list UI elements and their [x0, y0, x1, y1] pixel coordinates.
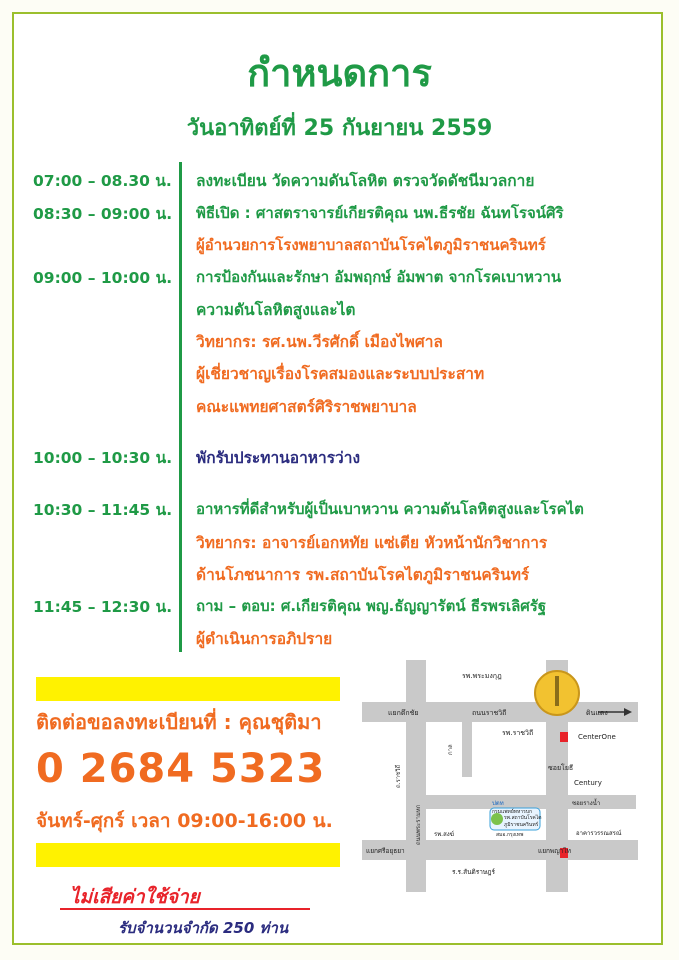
map-label: ปตท [492, 800, 504, 807]
road-soi-yothi [426, 795, 636, 809]
map-label: แยกตึกชัย [388, 709, 419, 717]
office-hours: จันทร์-ศุกร์ เวลา 09:00-16:00 น. [36, 810, 333, 832]
location-map [362, 660, 638, 892]
schedule-time-1: 07:00 – 08.30 น. [33, 172, 172, 190]
map-label: ถนนราชวิถี [472, 709, 507, 717]
schedule-line: การป้องกันและรักษา อัมพฤกษ์ อัมพาต จากโรคเบาหวาน [196, 268, 562, 286]
schedule-time-6: 11:45 – 12:30 น. [33, 598, 173, 616]
map-label: กาล [447, 744, 454, 755]
schedule-line: ผู้อำนวยการโรงพยาบาลสถาบันโรคไตภูมิราชนครินทร์ [196, 236, 546, 254]
schedule-time-4: 10:00 – 10:30 น. [33, 449, 173, 467]
schedule-line: ความดันโลหิตสูงและไต [196, 301, 356, 319]
bts-icon-1 [560, 732, 568, 742]
map-label: ซอยโยธี [548, 764, 574, 772]
schedule-line: ผู้เชี่ยวชาญเรื่องโรคสมองและระบบประสาท [196, 365, 485, 383]
map-label: ซอยรางน้ำ [572, 800, 601, 807]
map-label: กรมแพทย์ทหารบก [492, 809, 533, 815]
schedule-time-2: 08:30 – 09:00 น. [33, 205, 173, 223]
road-small [462, 722, 472, 777]
map-label: รพ.พระมงกุฎ [462, 672, 502, 680]
schedule-line: วิทยากร: อาจารย์เอกหทัย แซ่เตีย หัวหน้านักวิชาการ [196, 534, 548, 552]
red-underline [60, 908, 310, 910]
map-label: แยกพญาไท [538, 847, 571, 855]
schedule-line: ด้านโภชนาการ รพ.สถาบันโรคไตภูมิราชนครินทร์ [196, 566, 530, 584]
map-label: Century [574, 779, 602, 787]
map-label: ภูมิราชนครินทร์ [504, 822, 539, 828]
map-label: รพ.ราชวิถี [502, 729, 534, 737]
schedule-time-5: 10:30 – 11:45 น. [33, 501, 173, 519]
map-label: ดินแดง [586, 709, 608, 717]
map-label: แยกศรีอยุธยา [366, 847, 405, 855]
schedule-divider [179, 162, 182, 652]
map-label: CenterOne [578, 733, 616, 741]
map-label: อาคารวรรณสรณ์ [576, 830, 622, 837]
road-phayathai [406, 660, 426, 892]
schedule-line: คณะแพทยศาสตร์ศิริราชพยาบาล [196, 398, 417, 416]
map-label: รพ.สถาบันโรคไต [504, 815, 542, 821]
map-label: สมอ.กรุงเทพ [496, 832, 524, 838]
phone-number[interactable]: 0 2684 5323 [36, 746, 326, 792]
yellow-bar-top [36, 677, 340, 701]
map-label: ถนนพระรามหก [415, 804, 422, 845]
monument-pillar [555, 676, 559, 706]
schedule-line: ถาม – ตอบ: ศ.เกียรติคุณ พญ.ธัญญารัตน์ ธีรพรเลิศรัฐ [196, 597, 547, 615]
schedule-line: ผู้ดำเนินการอภิปราย [196, 630, 333, 648]
page-title: กำหนดการ [247, 51, 432, 95]
schedule-line: พิธีเปิด : ศาสตราจารย์เกียรติคุณ นพ.ธีรชัย ฉันทโรจน์ศิริ [196, 204, 564, 222]
registration-label: ติดต่อขอลงทะเบียนที่ : คุณชุติมา [36, 710, 322, 734]
schedule-line: วิทยากร: รศ.นพ.วีรศักดิ์ เมืองไพศาล [196, 333, 443, 351]
schedule-line: พักรับประทานอาหารว่าง [196, 449, 361, 467]
free-note: ไม่เสียค่าใช้จ่าย [70, 886, 200, 908]
map-label: รพ.สงฆ์ [434, 831, 455, 838]
schedule-time-3: 09:00 – 10:00 น. [33, 269, 173, 287]
schedule-line: อาหารที่ดีสำหรับผู้เป็นเบาหวาน ความดันโลหิตสูงและโรคไต [196, 500, 584, 518]
map-label: ร.ร.สันติราษฎร์ [452, 868, 496, 876]
limit-note: รับจำนวนจำกัด 250 ท่าน [118, 919, 289, 937]
schedule-line: ลงทะเบียน วัดความดันโลหิต ตรวจวัดดัชนีมวลกาย [196, 172, 535, 190]
yellow-bar-bottom [36, 843, 340, 867]
event-date: วันอาทิตย์ที่ 25 กันยายน 2559 [186, 116, 493, 141]
map-label: ถ.ราชวิถี [395, 764, 402, 788]
